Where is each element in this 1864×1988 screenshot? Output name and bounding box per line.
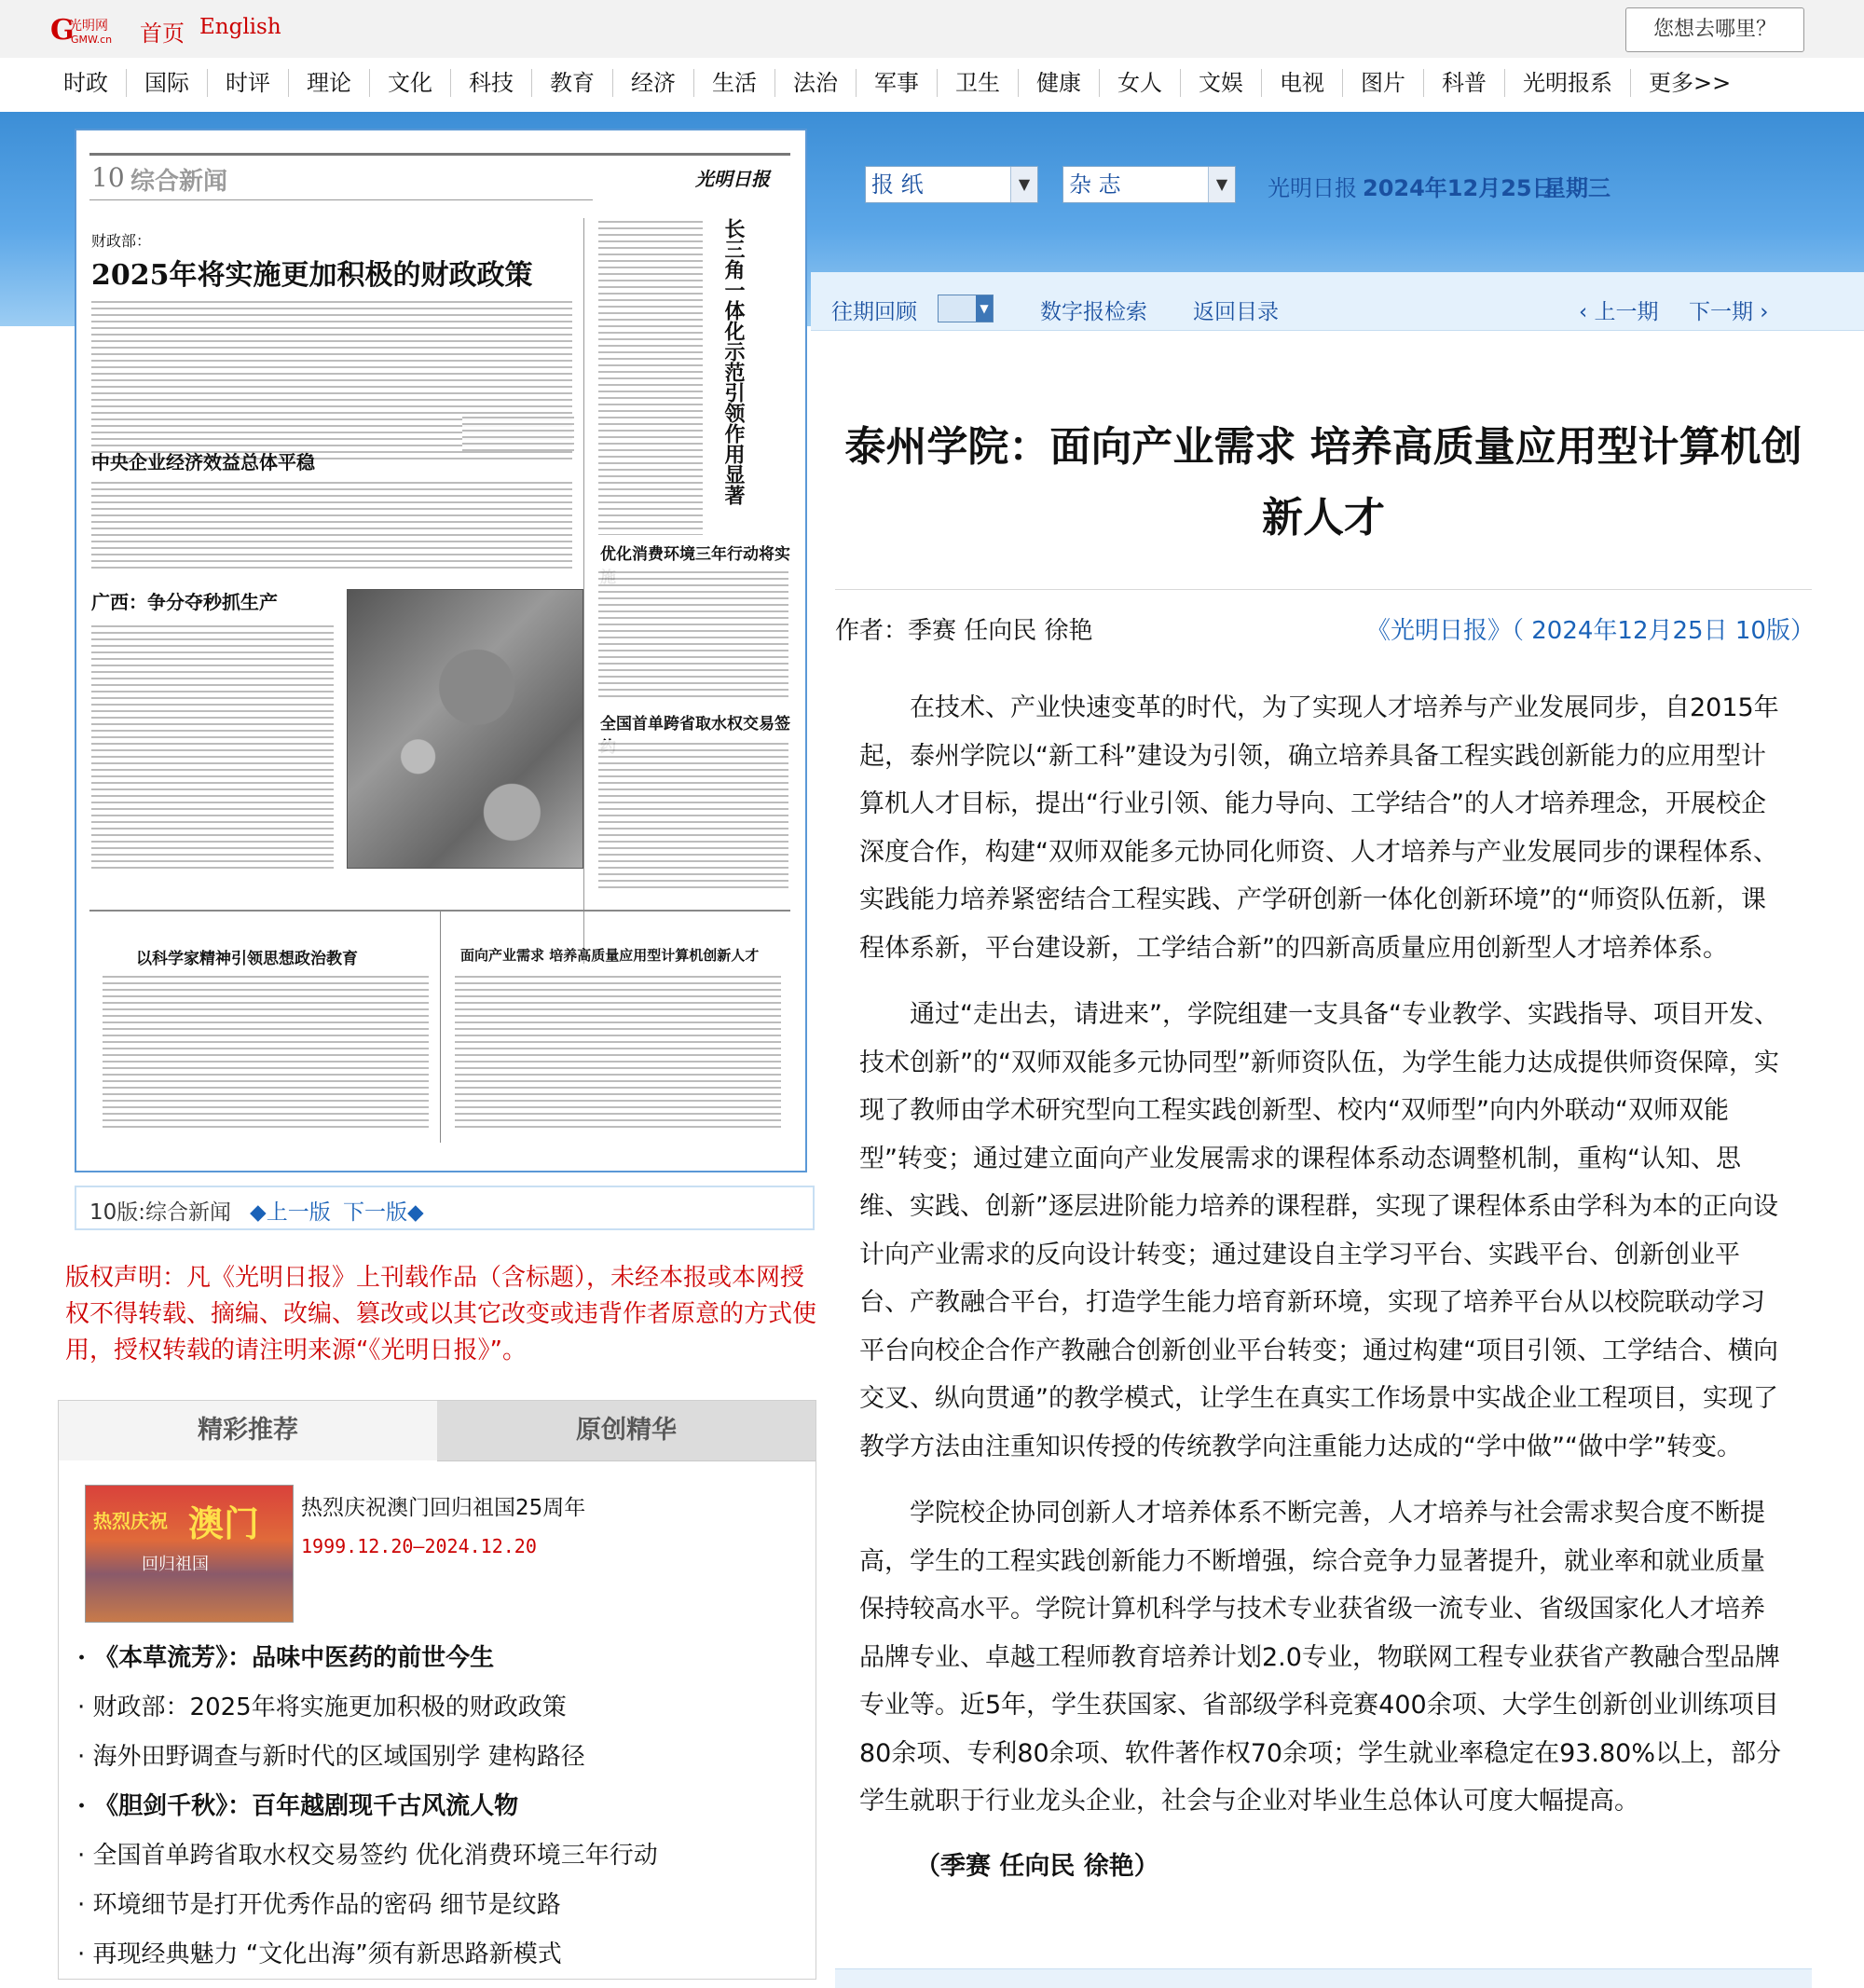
prev-issue-link[interactable]: ‹ 上一期	[1579, 300, 1659, 324]
bottom-right-headline: 面向产业需求 培养高质量应用型计算机创新人才	[460, 947, 760, 964]
channel-link[interactable]: 军事	[857, 69, 938, 97]
article-paragraph: 在技术、产业快速变革的时代，为了实现人才培养与产业发展同步，自2015年起，泰州学院以“新工科”建设为引领，确立培养具备工程实践创新能力的应用型计算机人才目标，提出“行业引领、能力导向、工学结合”的人才培养理念，开展校企深度合作，构建“双师双能多元协同化师资、人才培养与产业发展同步的课程体系、实践能力培养紧密结合工程实践、产学研创新一体化创新环境”的“师资队伍新，课程体系新，平台建设新，工学结合新”的四新高质量应用创新型人才培养体系。	[859, 693, 1779, 963]
channel-link[interactable]: 卫生	[938, 69, 1019, 97]
title-divider	[835, 589, 1812, 590]
chevron-down-icon: ▼	[976, 295, 993, 322]
page-number: 10	[91, 162, 125, 193]
recommend-item[interactable]: · 海外田野调查与新时代的区域国别学 建构路径	[77, 1733, 804, 1782]
chevron-down-icon[interactable]: ▼	[1010, 167, 1037, 202]
newspaper-select-value: 报 纸	[871, 171, 924, 198]
bottom-bar	[835, 1968, 1812, 1988]
prev-page-link[interactable]: ◆上一版	[250, 1200, 331, 1225]
article-paragraph: 学院校企协同创新人才培养体系不断完善，人才培养与社会需求契合度不断提高，学生的工程实践创新能力不断增强，综合竞争力显著提升，就业率和就业质量保持较高水平。学院计算机科学与技术专业获省级一流专业、省级国家化人才培养品牌专业、卓越工程师教育培养计划2.0专业，物联网工程专业获省产教融合型品牌专业等。近5年，学生获国家、省部级学科竞赛400余项、大学生创新创业训练项目80余项、专利80余项、软件著作权70余项；学生就业率稳定在93.80%以上，部分学生就职于行业龙头企业，社会与企业对毕业生总体认可度大幅提高。	[859, 1499, 1782, 1816]
article-columns	[462, 414, 574, 451]
recommend-list	[77, 1634, 804, 1980]
past-issues-link[interactable]: 往期回顾	[831, 300, 917, 324]
feature-date: 1999.12.20—2024.12.20	[301, 1535, 537, 1557]
svg-text:GMW.cn: GMW.cn	[71, 34, 113, 46]
chevron-down-icon[interactable]: ▼	[1208, 167, 1235, 202]
headline-3: 广西：争分夺秒抓生产	[91, 591, 278, 613]
channel-link[interactable]: 文化	[370, 69, 451, 97]
thumbnail-caption: 回归祖国	[142, 1555, 209, 1574]
recommend-item[interactable]: · 再现经典魅力 “文化出海”须有新思路新模式	[77, 1930, 804, 1980]
channel-link[interactable]: 理论	[289, 69, 370, 97]
recommend-item[interactable]: · 《胆剑千秋》：百年越剧现千古风流人物	[77, 1782, 804, 1831]
channel-link[interactable]: 科技	[451, 69, 532, 97]
channel-link[interactable]: 健康	[1019, 69, 1100, 97]
channel-link[interactable]: 生活	[694, 69, 775, 97]
where-to-go-button[interactable]: 您想去哪里？	[1625, 7, 1804, 52]
issue-weekday: 星期三	[1543, 175, 1610, 201]
article-columns	[598, 740, 788, 889]
recommend-item[interactable]: · 《本草流芳》：品味中医药的前世今生	[77, 1634, 804, 1683]
feature-thumbnail[interactable]	[85, 1485, 294, 1623]
headline-1: 2025年将实施更加积极的财政政策	[91, 259, 533, 292]
digital-search-link[interactable]: 数字报检索	[1040, 300, 1147, 324]
channel-link[interactable]: 光明报系	[1505, 69, 1631, 97]
feature-title-link[interactable]: 热烈庆祝澳门回归祖国25周年	[301, 1496, 586, 1520]
bottom-left-headline: 以科学家精神引领思想政治教育	[136, 950, 358, 968]
channel-list	[48, 69, 1748, 97]
channel-link[interactable]: 文娱	[1181, 69, 1262, 97]
page-pager	[75, 1186, 815, 1230]
news-photo	[347, 589, 583, 869]
tab-original[interactable]: 原创精华	[437, 1401, 816, 1461]
channel-link[interactable]: 图片	[1343, 69, 1424, 97]
tab-featured[interactable]: 精彩推荐	[59, 1401, 437, 1460]
channel-link[interactable]: 教育	[532, 69, 613, 97]
top-rule	[89, 153, 790, 156]
channel-link[interactable]: 时政	[48, 69, 127, 97]
channel-link[interactable]: 电视	[1262, 69, 1343, 97]
recommend-item[interactable]: · 财政部：2025年将实施更加积极的财政政策	[77, 1683, 804, 1733]
article-author: 作者：季赛 任向民 徐艳	[835, 617, 1093, 645]
back-to-index-link[interactable]: 返回目录	[1193, 300, 1279, 324]
channel-link[interactable]: 女人	[1100, 69, 1181, 97]
channel-link[interactable]: 时评	[208, 69, 289, 97]
recommend-item[interactable]: · 全国首单跨省取水权交易签约 优化消费环境三年行动	[77, 1831, 804, 1881]
side-headline-2: 全国首单跨省取水权交易签	[600, 715, 790, 734]
article-columns	[598, 218, 703, 535]
copyright-notice: 版权声明：凡《光明日报》上刊载作品（含标题），未经本报或本网授权不得转载、摘编、改编、篡改或以其它改变或违背作者原意的方式使用，授权转载的请注明来源“《光明日报》”。	[65, 1264, 817, 1364]
article-columns	[598, 569, 788, 699]
newspaper-page-image[interactable]	[75, 129, 807, 1172]
newspaper-page-content	[89, 153, 790, 1150]
article-body	[859, 684, 1782, 1844]
vertical-headline: 长三角一体化示范引领作用显著	[721, 218, 746, 505]
current-page-label: 10版:综合新闻	[89, 1200, 232, 1225]
paper-name-label: 光明日报	[1268, 175, 1357, 201]
thumbnail-caption: 热烈庆祝	[93, 1510, 168, 1532]
next-page-link[interactable]: 下一版◆	[343, 1200, 424, 1225]
channel-link[interactable]: 经济	[613, 69, 694, 97]
english-link[interactable]: English	[199, 15, 281, 39]
channel-link[interactable]: 科普	[1424, 69, 1505, 97]
svg-text:G: G	[50, 14, 75, 47]
newspaper-select[interactable]	[865, 166, 1038, 203]
magazine-select-value: 杂 志	[1069, 171, 1121, 198]
side-headline-1: 优化消费环境三年行动将实	[600, 545, 790, 564]
channel-link[interactable]: 更多>>	[1649, 70, 1732, 96]
calendar-icon[interactable]	[938, 295, 994, 322]
rule	[89, 199, 593, 200]
issue-date: 2024年12月25日	[1363, 175, 1555, 201]
guangming-logo[interactable]	[50, 11, 125, 48]
article-columns	[91, 623, 334, 872]
article-columns	[91, 479, 572, 572]
kicker-1: 财政部：	[91, 232, 152, 250]
rule	[440, 910, 441, 1143]
magazine-select[interactable]	[1062, 166, 1236, 203]
masthead: 光明日报	[695, 168, 770, 190]
home-link[interactable]: 首页	[140, 21, 185, 47]
article-columns	[103, 973, 429, 1130]
next-issue-link[interactable]: 下一期 ›	[1689, 300, 1769, 324]
top-bar	[0, 0, 1864, 59]
page-section: 综合新闻	[130, 168, 228, 196]
article-columns	[455, 973, 781, 1130]
channel-link[interactable]: 国际	[127, 69, 208, 97]
channel-link[interactable]: 法治	[775, 69, 857, 97]
svg-text:光明网: 光明网	[69, 19, 108, 34]
article-title: 泰州学院：面向产业需求 培养高质量应用型计算机创新人才	[844, 423, 1802, 542]
rule	[583, 218, 584, 964]
article-paragraph: 通过“走出去，请进来”，学院组建一支具备“专业教学、实践指导、项目开发、技术创新”的“双师双能多元协同型”新师资队伍，为学生能力达成提供师资保障，实现了教师由学术研究型向工程实践创新型、校内“双师型”向内外联动“双师双能型”转变；通过建立面向产业发展需求的课程体系动态调整机制，重构“认知、思维、实践、创新”逐层进阶能力培养的课程群，实现了课程体系由学科为本的正向设计向产业需求的反向设计转变；通过建设自主学习平台、实践平台、创新创业平台、产教融合平台，打造学生能力培育新环境，实现了培养平台从以校院联动学习平台向校企合作产教融合创新创业平台转变；通过构建“项目引领、工学结合、横向交叉、纵向贯通”的教学模式，让学生在真实工作场景中实战企业工程项目，实现了教学方法由注重知识传授的传统教学向注重能力达成的“学中做”“做中学”转变。	[859, 1000, 1779, 1461]
article-source-link[interactable]: 《光明日报》（ 2024年12月25日 10版）	[1366, 617, 1815, 645]
recommend-box	[58, 1400, 816, 1980]
article-signature: （季赛 任向民 徐艳）	[915, 1852, 1159, 1881]
thumbnail-caption: 澳门	[188, 1502, 260, 1544]
recommend-item[interactable]: · 环境细节是打开优秀作品的密码 细节是纹路	[77, 1881, 804, 1930]
headline-2: 中央企业经济效益总体平稳	[91, 451, 315, 473]
channel-nav	[0, 58, 1864, 113]
